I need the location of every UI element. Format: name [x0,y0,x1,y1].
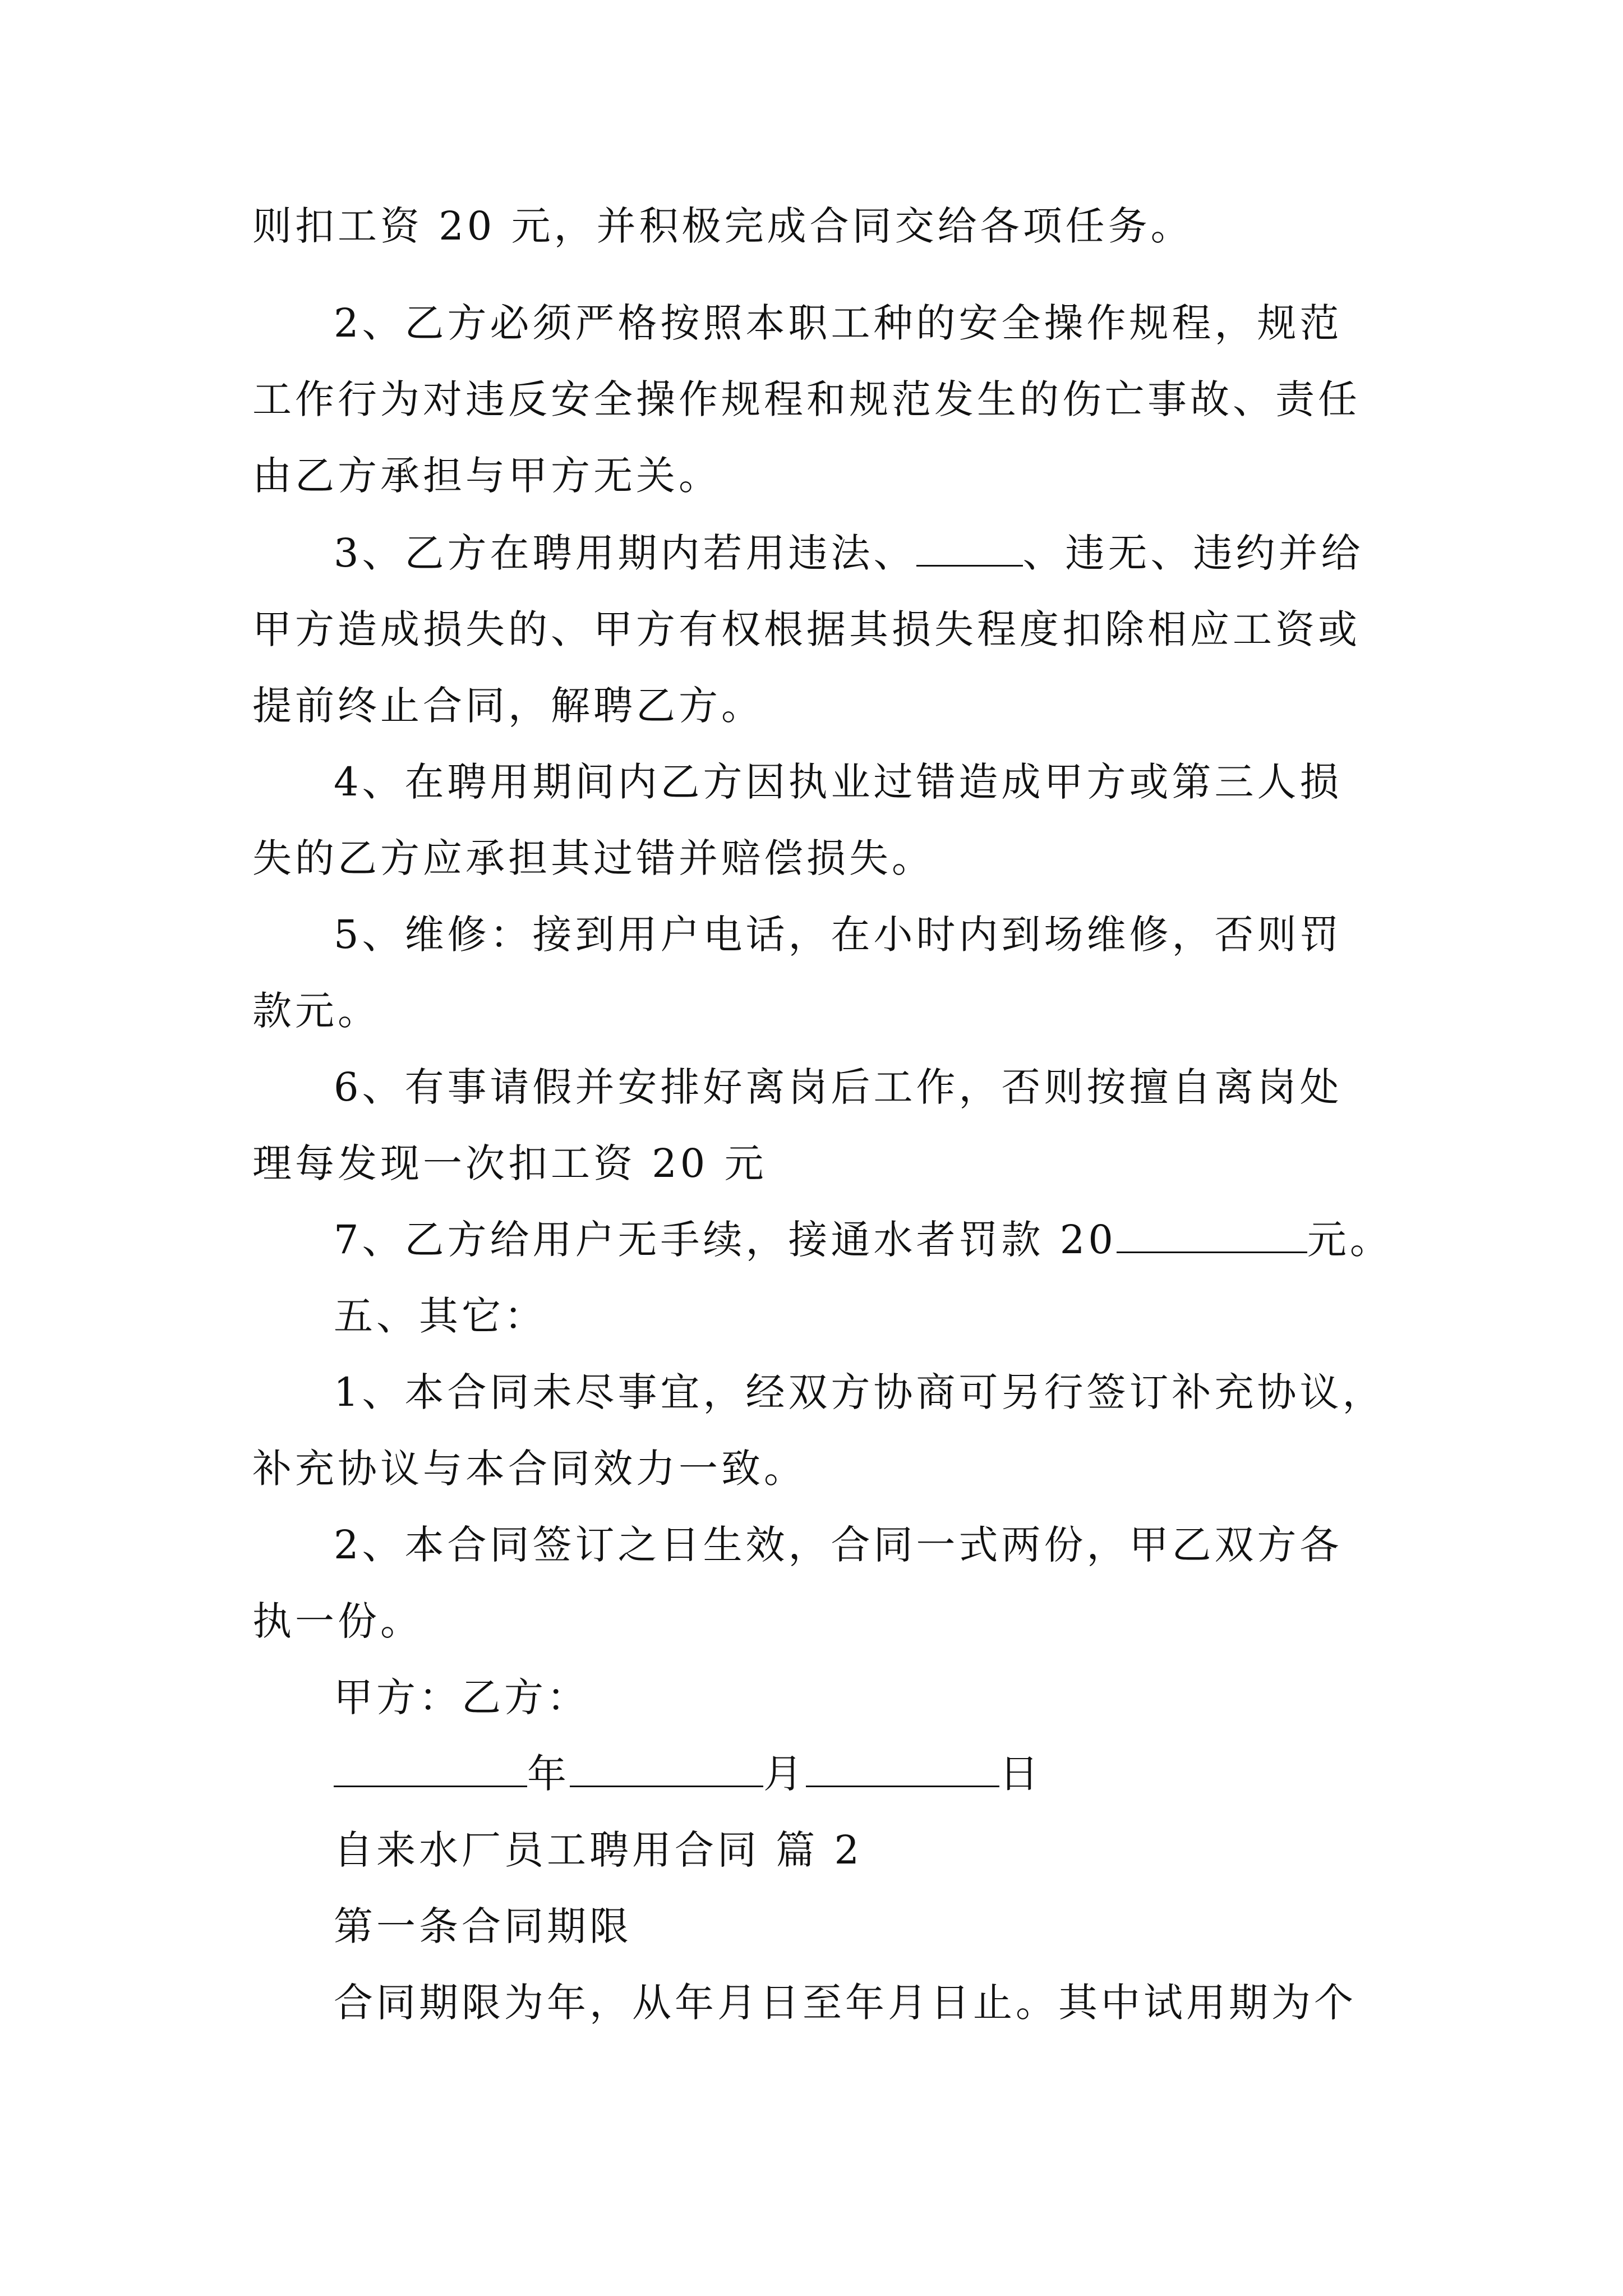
article-1-heading [334,1899,632,1953]
text-span: 执一份。 [252,1598,423,1644]
signature-date [334,1747,1042,1801]
clause-3-line-2 [252,602,1361,656]
text-span: 2、本合同签订之日生效，合同一式两份，甲乙双方各 [334,1522,1343,1568]
text-span: 3、乙方在聘用期内若用违法、 [334,530,916,576]
clause-4-line-1 [334,755,1343,809]
text-span: 补充协议与本合同效力一致。 [252,1446,806,1492]
clause-7-line-1 [334,1213,1393,1267]
text-span: 月 [763,1751,806,1797]
text-span: 五、其它： [334,1293,547,1339]
signature-parties [334,1671,589,1724]
contract-title [334,1823,863,1877]
text-span: 日 [999,1751,1042,1797]
text-span: 理每发现一次扣工资 20 元 [252,1140,767,1186]
clause-2-line-2 [252,372,1361,426]
text-span: 4、在聘用期间内乙方因执业过错造成甲方或第三人损 [334,759,1343,805]
text-span: 合同期限为年，从年月日至年月日止。其中试用期为个 [334,1980,1357,2026]
clause-2-line-3 [252,449,721,503]
blank-field [1117,1214,1307,1253]
article-1-text [334,1976,1357,2030]
blank-field [570,1749,763,1787]
blank-field [806,1749,999,1787]
text-span: 第一条合同期限 [334,1903,632,1949]
other-2-line-2 [252,1594,423,1648]
text-span: 6、有事请假并安排好离岗后工作，否则按擅自离岗处 [334,1064,1343,1110]
text-span: 自来水厂员工聘用合同 篇 2 [334,1827,863,1873]
text-span: 2、乙方必须严格按照本职工种的安全操作规程，规范 [334,300,1343,346]
text-span: 1、本合同未尽事宜，经双方协商可另行签订补充协议， [334,1369,1385,1415]
section-heading [334,1289,547,1343]
text-span: 则扣工资 20 元，并积极完成合同交给各项任务。 [252,203,1193,249]
text-span: 失的乙方应承担其过错并赔偿损失。 [252,835,934,881]
clause-6-line-1 [334,1060,1343,1114]
text-span: 5、维修：接到用户电话，在小时内到场维修，否则罚 [334,912,1343,958]
text-span: 由乙方承担与甲方无关。 [252,453,721,499]
text-span: 提前终止合同，解聘乙方。 [252,683,764,729]
text-span: 甲方造成损失的、甲方有权根据其损失程度扣除相应工资或 [252,606,1361,652]
text-span: 、违无、违约并给 [1022,530,1364,576]
text-span: 款元。 [252,988,380,1034]
clause-5-line-1 [334,908,1343,961]
clause-4-line-2 [252,831,934,885]
text-span: 元。 [1307,1217,1393,1263]
text-span: 7、乙方给用户无手续，接通水者罚款 20 [334,1217,1117,1263]
other-1-line-2 [252,1442,806,1496]
clause-5-line-2 [252,984,380,1038]
other-2-line-1 [334,1518,1343,1572]
text-span: 年 [527,1751,570,1797]
clause-3-line-1 [334,526,1364,580]
text-span: 工作行为对违反安全操作规程和规范发生的伤亡事故、责任 [252,376,1361,422]
other-1-line-1 [334,1365,1385,1419]
text-span: 甲方：乙方： [334,1674,589,1720]
clause-3-line-3 [252,679,764,733]
text-line [252,199,1193,253]
blank-field [334,1749,527,1787]
blank-field [916,528,1023,567]
clause-2-line-1 [334,296,1343,350]
clause-6-line-2 [252,1137,767,1190]
